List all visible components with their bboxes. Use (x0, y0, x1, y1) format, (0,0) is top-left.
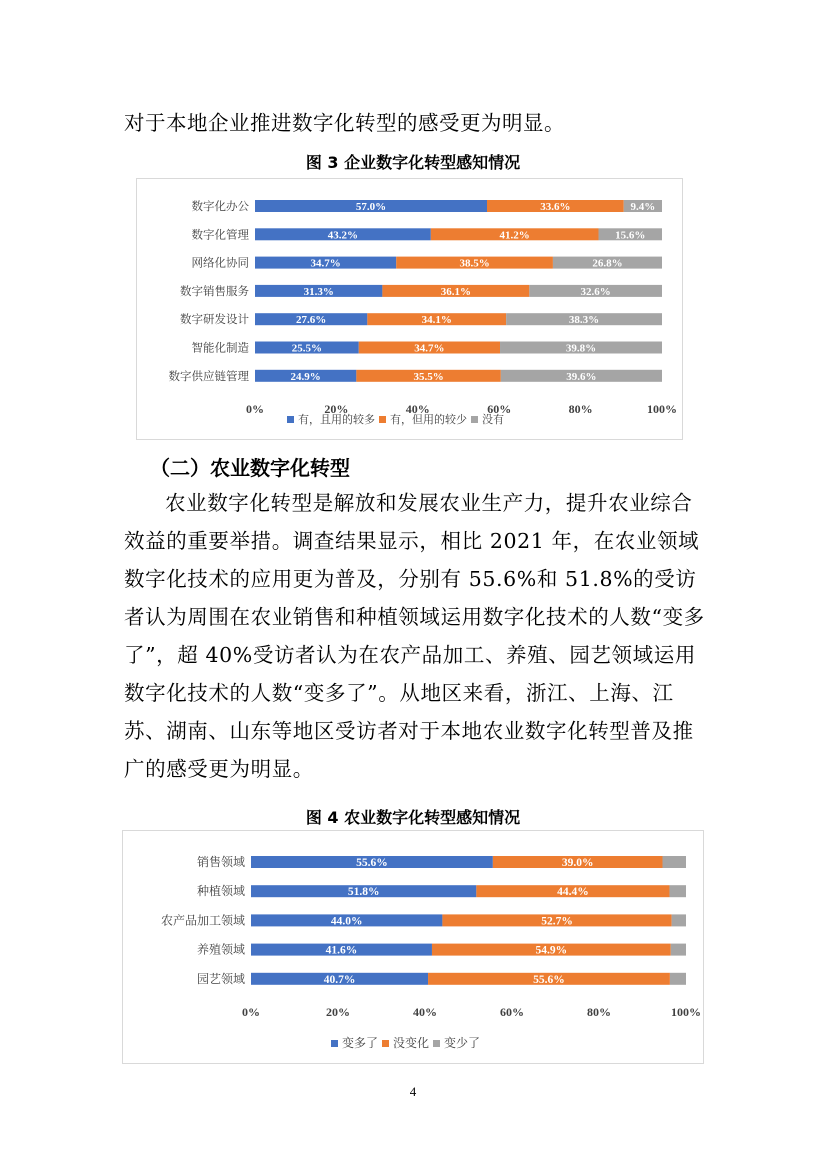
data-label: 33.6% (540, 201, 571, 213)
legend-label: 有，且用的较多 (298, 413, 375, 426)
data-label: 41.6% (325, 944, 358, 957)
x-tick-label: 80% (568, 402, 593, 416)
data-label: 27.6% (296, 314, 327, 327)
legend-swatch-1 (331, 1040, 338, 1047)
data-label: 44.4% (557, 886, 589, 899)
data-label: 41.2% (499, 229, 530, 242)
data-label: 26.8% (592, 257, 623, 270)
data-label: 34.1% (421, 314, 452, 327)
bar-segment-3 (663, 856, 686, 868)
figure3-caption: 图 3 企业数字化转型感知情况 (305, 153, 521, 172)
data-label: 31.3% (303, 285, 334, 298)
category-label: 数字供应链管理 (168, 368, 249, 383)
legend-swatch-1 (287, 416, 294, 423)
x-tick-label: 100% (647, 402, 677, 416)
bar-segment-3 (672, 914, 686, 926)
legend-label: 有，但用的较少 (390, 413, 467, 426)
x-tick-label: 20% (324, 402, 349, 416)
bar-segment-3 (669, 885, 686, 897)
figure3-svg (137, 179, 682, 439)
category-label: 数字化办公 (191, 199, 249, 213)
x-tick-label: 80% (587, 1005, 611, 1019)
legend-label: 没变化 (393, 1036, 430, 1050)
x-tick-label: 100% (671, 1005, 701, 1019)
data-label: 15.6% (615, 229, 646, 242)
legend-label: 变多了 (342, 1036, 379, 1050)
data-label: 34.7% (310, 257, 341, 270)
body-paragraph: 农业数字化转型是解放和发展农业生产力，提升农业综合效益的重要举措。调查结果显示，相比 2021 年，在农业领域数字化技术的应用更为普及，分别有 55.6%和 51.8%的受访者认为周围在农业销售和种植领域运用数字化技术的人数“变多了”，超 40%受访者认为在农产品加工、养殖、园艺领域运用数字化技术的人数“变多了”。从地区来看，浙江、上海、江苏、湖南、山东等地区受访者对于本地农业数字化转型普及推广的感受更为明显。 (124, 491, 705, 781)
legend-swatch-3 (471, 416, 478, 423)
legend-label: 没有 (482, 413, 504, 426)
figure4-chart (122, 830, 704, 1064)
data-label: 43.2% (327, 229, 359, 242)
category-label: 种植领域 (196, 884, 245, 899)
data-label: 55.6% (533, 973, 565, 986)
category-label: 网络化协同 (191, 255, 249, 270)
data-label: 39.8% (565, 342, 597, 355)
section-heading: （二）农业数字化转型 (150, 456, 350, 480)
x-tick-label: 20% (326, 1005, 350, 1019)
legend-swatch-3 (433, 1040, 440, 1047)
category-label: 数字研发设计 (180, 312, 249, 327)
legend-swatch-2 (382, 1040, 389, 1047)
data-label: 25.5% (291, 342, 323, 355)
category-label: 数字销售服务 (180, 283, 249, 298)
category-label: 数字化管理 (191, 227, 249, 242)
category-label: 智能化制造 (191, 340, 249, 355)
data-label: 57.0% (355, 201, 387, 213)
data-label: 24.9% (290, 370, 321, 383)
data-label: 38.3% (568, 314, 600, 327)
data-label: 39.0% (561, 857, 594, 869)
data-label: 40.7% (323, 973, 356, 986)
data-label: 34.7% (414, 342, 445, 355)
figure4-caption: 图 4 农业数字化转型感知情况 (305, 808, 521, 827)
x-tick-label: 40% (405, 402, 430, 416)
x-tick-label: 0% (242, 1005, 260, 1019)
data-label: 51.8% (347, 886, 380, 899)
legend-label: 变少了 (444, 1036, 481, 1050)
data-label: 39.6% (566, 370, 597, 383)
bar-segment-3 (670, 973, 686, 985)
x-tick-label: 60% (487, 402, 512, 416)
intro-line: 对于本地企业推进数字化转型的感受更为明显。 (124, 111, 565, 135)
figure3-chart (136, 178, 683, 440)
data-label: 38.5% (459, 257, 490, 270)
data-label: 54.9% (535, 944, 568, 957)
legend-swatch-2 (379, 416, 386, 423)
category-label: 农产品加工领域 (160, 913, 245, 928)
data-label: 52.7% (541, 915, 573, 928)
figure4-svg (123, 831, 703, 1063)
category-label: 养殖领域 (196, 942, 245, 957)
x-tick-label: 40% (413, 1005, 437, 1019)
category-label: 销售领域 (196, 855, 245, 869)
data-label: 35.5% (413, 370, 444, 383)
category-label: 园艺领域 (196, 971, 245, 986)
data-label: 9.4% (630, 201, 656, 213)
data-label: 55.6% (356, 857, 388, 869)
x-tick-label: 60% (500, 1005, 524, 1019)
data-label: 32.6% (580, 285, 611, 298)
x-tick-label: 0% (246, 402, 264, 416)
page-number: 4 (409, 1084, 417, 1099)
data-label: 36.1% (440, 285, 471, 298)
data-label: 44.0% (330, 915, 363, 928)
bar-segment-3 (671, 944, 686, 956)
